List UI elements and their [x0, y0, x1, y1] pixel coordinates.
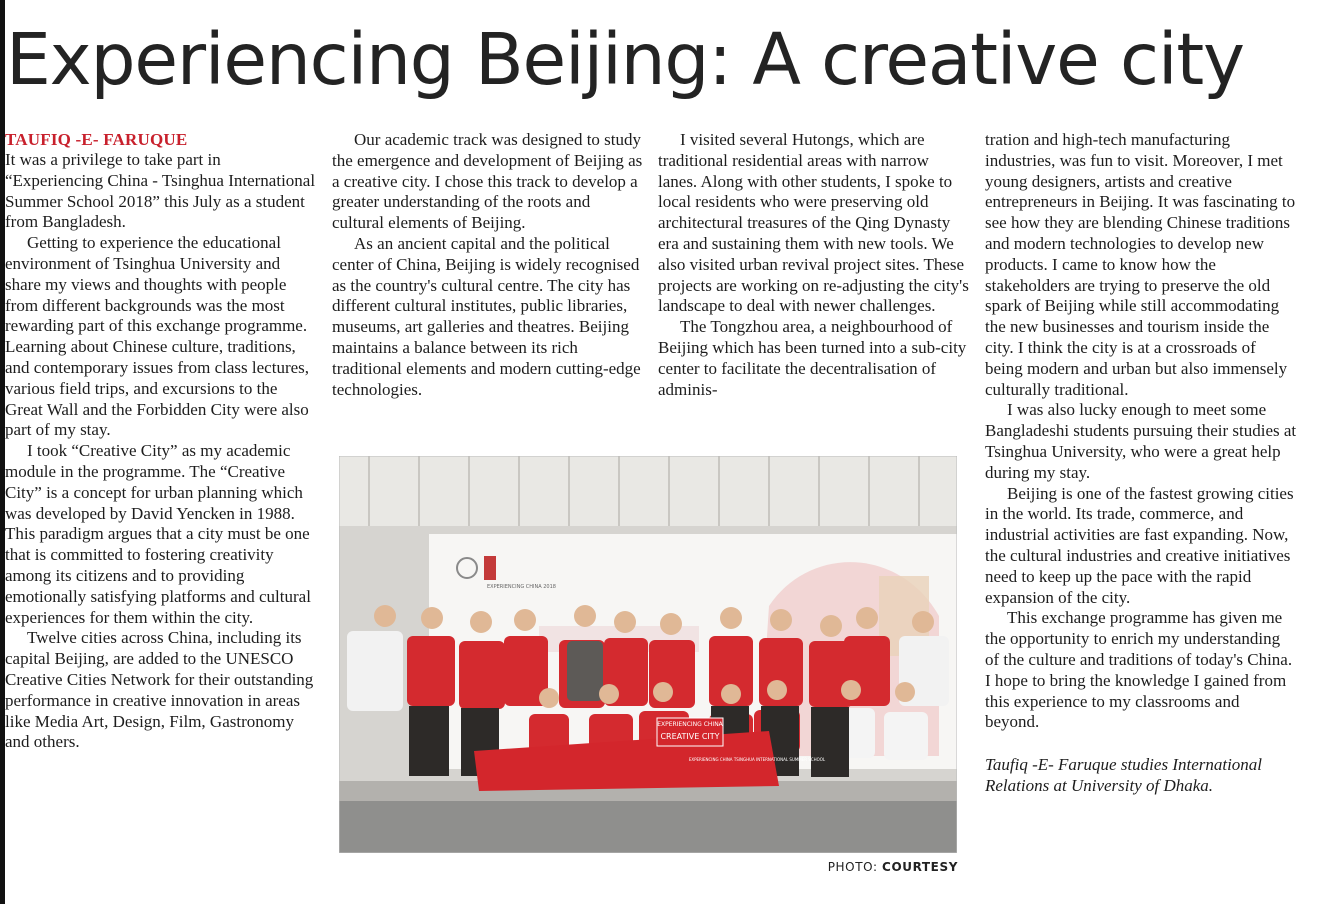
column-4 [985, 130, 1297, 797]
paragraph: I took “Creative City” as my academic module in the programme. The “Creative City” is a concept for urban planning which was developed by David Yencken in 1988. This paradigm argues that a city must be one that is committed to fostering creativity among its citizens and to providing emotionally satisfying platforms and cultural experiences for them within the city. [5, 441, 311, 627]
paragraph: Getting to experience the educational environment of Tsinghua University and share my views and thoughts with people from different backgrounds was the most rewarding part of this exchange programme. Learning about Chinese culture, traditions, and contemporary issues from class lectures, various field trips, and excursions to the Great Wall and the Forbidden City were also part of my stay. [5, 233, 310, 440]
byline: TAUFIQ -E- FARUQUE [5, 130, 188, 149]
paragraph: As an ancient capital and the political center of China, Beijing is widely recognised as the country's cultural centre. The city has different cultural institutes, public libraries, museums, art galleries and theatres. Beijing maintains a balance between its rich traditional elements and modern cutting-edge technologies. [332, 233, 641, 399]
banner-title-text: CREATIVE CITY [660, 732, 720, 741]
author-bio: Taufiq -E- Faruque studies International Relations at University of Dhaka. [985, 755, 1263, 795]
screen-logo-caption: EXPERIENCING CHINA 2018 [487, 584, 556, 590]
paragraph: Beijing is one of the fastest growing cities in the world. Its trade, commerce, and industrial activities are fast expanding. Now, the cultural industries and creative initiatives need to keep up the pace with the rapid expansion of the city. [985, 483, 1294, 607]
banner-right-text: EXPERIENCING CHINA TSINGHUA INTERNATIONAL SUMMER SCHOOL [688, 757, 826, 762]
column-1 [5, 130, 317, 753]
photo-credit-name: COURTESY [882, 860, 958, 874]
paragraph: It was a privilege to take part in “Experiencing China - Tsinghua International Summer School 2018” this July as a student from Bangladesh. [5, 150, 316, 232]
photo-credit [800, 860, 958, 874]
paragraph: Our academic track was designed to study the emergence and development of Beijing as a creative city. I chose this track to develop a greater understanding of the roots and cultural elements of Beijing. [332, 130, 643, 233]
group-photo [339, 456, 957, 853]
paragraph: Twelve cities across China, including its capital Beijing, are added to the UNESCO Creative Cities Network for their outstanding performance in creative innovation in areas like Media Art, Design, Film, Gastronomy and others. [5, 628, 314, 752]
column-3 [658, 130, 970, 400]
column-2 [332, 130, 644, 400]
group-photo-illustration [339, 456, 957, 853]
paragraph: I was also lucky enough to meet some Bangladeshi students pursuing their studies at Tsinghua University, who were a great help during my stay. [985, 400, 1297, 482]
paragraph: I visited several Hutongs, which are traditional residential areas with narrow lanes. Along with other students, I spoke to local residents who were preserving old architectural treasures of the Qing Dynasty era and sustaining them with new tools. We also visited urban revival project sites. These projects are working on re-adjusting the city's landscape to deal with newer challenges. [658, 130, 969, 316]
paragraph: This exchange programme has given me the opportunity to enrich my understanding of the culture and traditions of today's China. I hope to bring the knowledge I gained from this experience to my classrooms and beyond. [985, 608, 1293, 732]
paragraph: tration and high-tech manufacturing industries, was fun to visit. Moreover, I met young designers, artists and creative entrepreneurs in Beijing. It was fascinating to see how they are blending Chinese traditions and modern technologies to develop new products. I came to know how the stakeholders are trying to preserve the old spark of Beijing while still accommodating the new businesses and tourism inside the city. I think the city is at a crossroads of being modern and urban but also immensely culturally traditional. [985, 130, 1296, 399]
headline: Experiencing Beijing: A creative city [6, 18, 1244, 101]
photo-credit-prefix: PHOTO: [827, 860, 878, 874]
paragraph: The Tongzhou area, a neighbourhood of Beijing which has been turned into a sub-city center to facilitate the decentralisation of adminis- [658, 317, 967, 399]
banner-top-text: EXPERIENCING CHINA [657, 721, 723, 728]
